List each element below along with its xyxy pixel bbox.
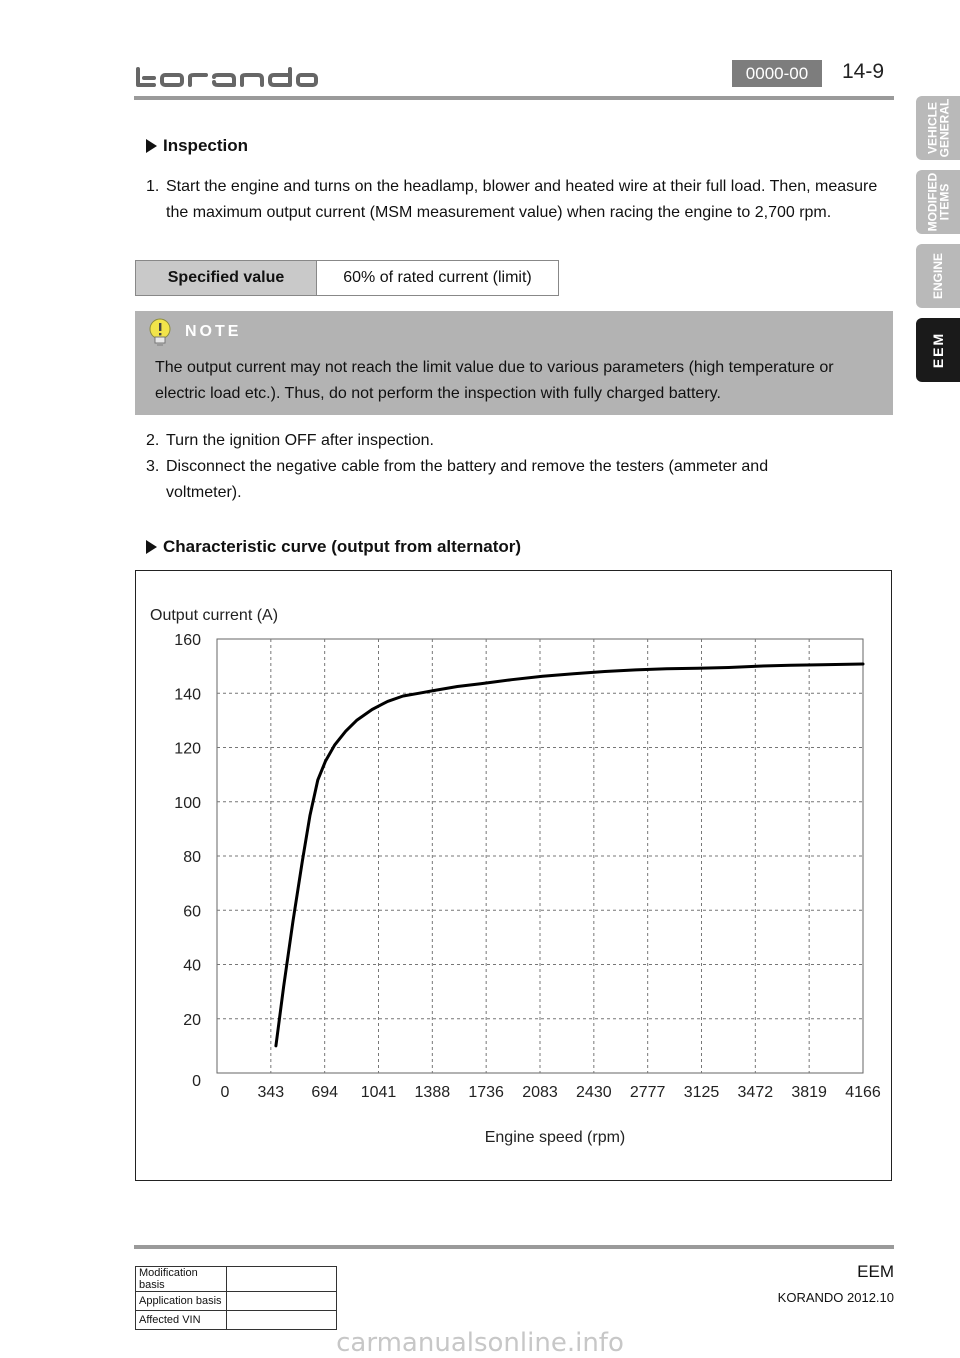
step-text-cont: voltmeter). <box>166 484 242 501</box>
y-axis-label: Output current (A) <box>150 607 279 624</box>
x-tick-label: 1041 <box>360 1084 397 1101</box>
tab-modified-items[interactable] <box>916 170 960 234</box>
table-row <box>136 1311 337 1330</box>
step-1 <box>146 174 894 226</box>
x-tick-label: 2430 <box>576 1084 612 1101</box>
note-line: The output current may not reach the limit value due to various parameters (high temperature or <box>155 359 834 376</box>
inspection-title: Inspection <box>163 136 249 155</box>
y-tick-label: 40 <box>183 957 201 975</box>
header-rule <box>134 96 894 100</box>
footer-rule <box>134 1245 894 1249</box>
tab-label-line1: VEHICLE <box>925 101 940 155</box>
page-number: 14-9 <box>842 60 885 83</box>
x-tick-label: 343 <box>257 1084 285 1101</box>
note-line: electric load etc.). Thus, do not perform the inspection with fully charged battery. <box>155 385 721 402</box>
row-key: Affected VIN <box>136 1311 227 1330</box>
row-value <box>227 1292 337 1311</box>
inspection-heading <box>146 136 248 156</box>
x-tick-label: 2083 <box>522 1084 558 1101</box>
tab-label-line2: GENERAL <box>937 98 952 158</box>
step-number: 3. <box>146 458 160 475</box>
step-text: Turn the ignition OFF after inspection. <box>166 432 434 449</box>
x-tick-label: 1736 <box>468 1084 504 1101</box>
x-tick-label: 4166 <box>845 1084 881 1101</box>
y-tick-label: 100 <box>174 794 201 812</box>
specified-value-table <box>135 260 559 296</box>
y-tick-label: 160 <box>174 632 201 649</box>
step-number: 1. <box>146 178 160 195</box>
x-tick-label: 3472 <box>737 1084 774 1101</box>
step-text: Start the engine and turns on the headlamp, blower and heated wire at their full load. Then, measure <box>166 178 878 195</box>
note-box <box>135 311 893 415</box>
row-key: Application basis <box>136 1292 227 1311</box>
x-tick-label: 694 <box>311 1084 339 1101</box>
tab-label-line2: ITEMS <box>937 183 952 221</box>
triangle-bullet-icon <box>146 139 157 153</box>
x-axis-label: Engine speed (rpm) <box>484 1129 626 1146</box>
output-current-chart <box>135 570 892 1181</box>
curve-title: Characteristic curve (output from alternator) <box>163 537 522 556</box>
modification-table <box>135 1266 337 1330</box>
tab-vehicle-general[interactable] <box>916 96 960 160</box>
x-tick-label: 1388 <box>414 1084 451 1101</box>
row-key: Modification basis <box>136 1267 227 1292</box>
x-tick-label: 3125 <box>683 1084 720 1101</box>
note-title: NOTE <box>185 323 242 340</box>
y-tick-label: 80 <box>183 849 201 866</box>
y-tick-label: 60 <box>183 903 201 921</box>
y-tick-label: 0 <box>192 1073 201 1090</box>
tab-label-line1: MODIFIED <box>925 172 940 232</box>
spec-value: 60% of rated current (limit) <box>343 269 532 286</box>
tab-label-line1: ENGINE <box>931 252 946 300</box>
table-row <box>136 1267 337 1292</box>
y-tick-label: 120 <box>174 740 201 758</box>
step-number: 2. <box>146 432 160 449</box>
lightbulb-icon <box>147 317 173 349</box>
footer-section: EEM <box>857 1262 894 1281</box>
note-body <box>155 355 875 407</box>
x-tick-label: 2777 <box>629 1084 666 1101</box>
tab-label-line1: EEM <box>930 331 946 369</box>
x-tick-label: 3819 <box>791 1084 827 1101</box>
spec-key: Specified value <box>136 261 317 295</box>
tab-engine[interactable] <box>916 244 960 308</box>
step-text: Disconnect the negative cable from the battery and remove the testers (ammeter and <box>166 458 769 475</box>
x-tick-label: 0 <box>220 1084 230 1101</box>
section-code-badge: 0000-00 <box>732 60 822 87</box>
table-row <box>136 1292 337 1311</box>
output-current-curve <box>276 664 863 1046</box>
y-tick-label: 140 <box>174 686 201 704</box>
curve-heading <box>146 537 521 557</box>
step-3 <box>146 454 894 506</box>
step-text-cont: the maximum output current (MSM measurement value) when racing the engine to 2,700 rpm. <box>166 204 832 221</box>
korando-logo <box>134 66 318 88</box>
tab-eem[interactable] <box>916 318 960 382</box>
watermark: carmanualsonline.info <box>336 1328 624 1358</box>
footer-version: KORANDO 2012.10 <box>777 1290 894 1305</box>
y-tick-label: 20 <box>183 1011 201 1029</box>
triangle-bullet-icon <box>146 540 157 554</box>
step-2 <box>146 428 894 454</box>
row-value <box>227 1311 337 1330</box>
row-value <box>227 1267 337 1292</box>
